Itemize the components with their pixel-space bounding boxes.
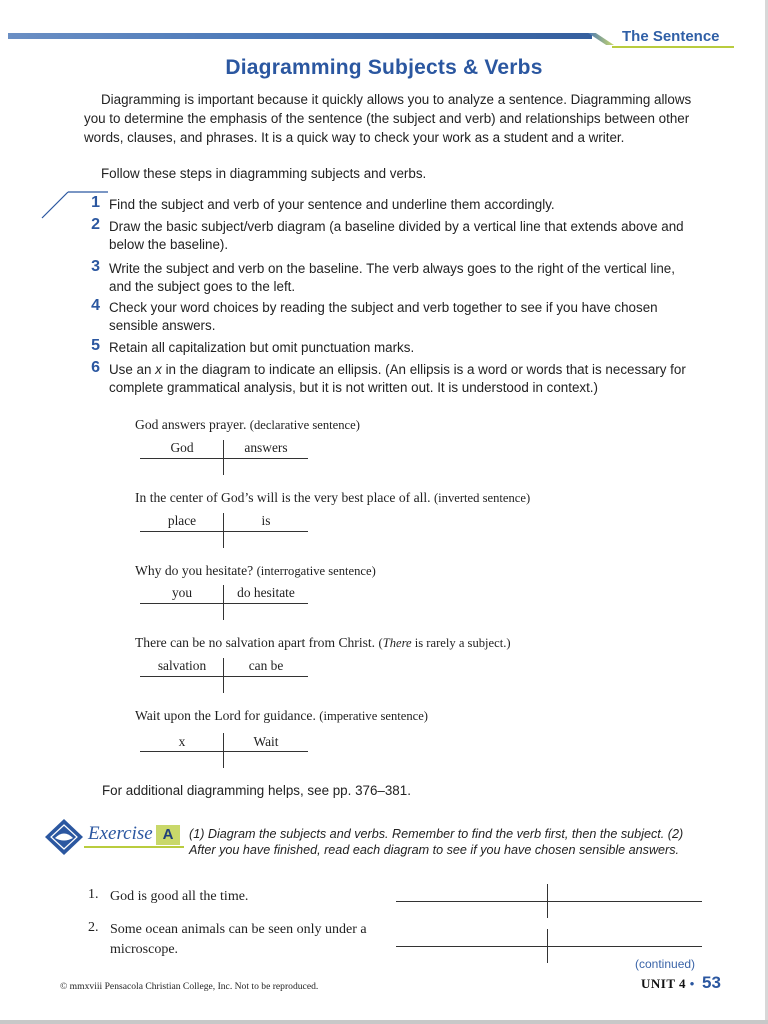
answer-baseline[interactable]	[396, 901, 702, 902]
note-italic: There	[382, 636, 412, 650]
example-sentence-text: There can be no salvation apart from Christ.	[135, 635, 376, 650]
exercise-item-text: God is good all the time.	[110, 889, 249, 904]
follow-steps-text: Follow these steps in diagramming subjects and verbs.	[101, 166, 427, 181]
step-text-part: Use an	[109, 362, 156, 377]
step-text: Retain all capitalization but omit punctuation marks.	[109, 340, 415, 355]
diagram-verb: is	[261, 513, 271, 528]
diagram-subject: place	[167, 513, 197, 528]
diagram-subject: x	[178, 734, 186, 749]
continued-label: (continued)	[635, 957, 696, 971]
diagram-verb: answers	[244, 440, 288, 455]
example-sentence	[135, 563, 376, 579]
step-number: 4	[91, 297, 100, 314]
example-sentence	[135, 635, 511, 651]
step-number: 5	[91, 337, 100, 354]
diagram-divider	[223, 733, 224, 768]
example-sentence	[135, 490, 530, 506]
diagram-baseline	[140, 603, 308, 604]
header-band	[8, 33, 592, 39]
step-text: Write the subject and verb on the baseline. The verb always goes to the right of the vertical line, and the subject goes to the left.	[109, 261, 675, 294]
section-underline	[612, 46, 734, 48]
header-band-accent	[588, 33, 614, 45]
copyright-text: © mmxviii Pensacola Christian College, Inc. Not to be reproduced.	[60, 981, 319, 992]
example-sentence	[135, 708, 428, 724]
exercise-badge-icon	[44, 818, 84, 856]
exercise-instructions: (1) Diagram the subjects and verbs. Remember to find the verb first, then the subject. (2) After you have finished, read each diagram to see if you have chosen sensible answers.	[189, 827, 684, 857]
step-number: 2	[91, 216, 100, 233]
unit-label	[641, 976, 695, 992]
example-sentence-text: God answers prayer.	[135, 417, 247, 432]
page-number: 53	[702, 973, 721, 992]
exercise-item-number: 1.	[88, 887, 99, 902]
diagram-verb: do hesitate	[237, 585, 295, 600]
step-text-part: in the diagram to indicate an ellipsis. (An ellipsis is a word or words that is necessary for complete grammatical analysis, but it is not written out. It is understood in context.)	[109, 362, 686, 395]
diagram-baseline	[140, 751, 308, 752]
example-sentence-text: Why do you hesitate?	[135, 563, 254, 578]
exercise-item-number: 2.	[88, 920, 99, 935]
example-sentence	[135, 417, 360, 433]
section-label: The Sentence	[622, 28, 720, 45]
answer-divider	[547, 929, 548, 963]
answer-divider	[547, 884, 548, 918]
example-note: (imperative sentence)	[319, 709, 429, 723]
step-text: Find the subject and verb of your sentence and underline them accordingly.	[109, 197, 555, 212]
additional-helps-text: For additional diagramming helps, see pp. 376–381.	[102, 783, 411, 798]
diagram-verb: Wait	[253, 734, 279, 749]
diagram-baseline	[140, 458, 308, 459]
diagram-subject: salvation	[157, 658, 207, 673]
step-number: 1	[91, 194, 100, 211]
diagram-divider	[223, 513, 224, 548]
example-note: (declarative sentence)	[249, 418, 360, 432]
step-text: Draw the basic subject/verb diagram (a baseline divided by a vertical line that extends above and below the baseline).	[109, 219, 684, 252]
diagram-divider	[223, 658, 224, 693]
diagram-divider	[223, 440, 224, 475]
step-text	[109, 361, 699, 397]
exercise-word: Exercise	[88, 823, 153, 844]
unit-text: UNIT 4	[641, 976, 687, 991]
page-edge	[0, 1020, 768, 1024]
example-note	[378, 636, 510, 650]
page-title: Diagramming Subjects & Verbs	[225, 56, 543, 79]
note-part: (	[378, 636, 383, 650]
diagram-divider	[223, 585, 224, 620]
ellipsis-symbol: x	[155, 362, 162, 377]
step-number: 6	[91, 359, 100, 376]
step-text: Check your word choices by reading the subject and verb together to see if you have chosen sensible answers.	[109, 300, 658, 333]
diagram-baseline	[140, 531, 308, 532]
diagram-baseline	[140, 676, 308, 677]
exercise-letter: A	[156, 825, 180, 845]
diagram-subject: you	[171, 585, 193, 600]
step-number: 3	[91, 258, 100, 275]
exercise-underline	[84, 846, 184, 848]
answer-baseline[interactable]	[396, 946, 702, 947]
example-sentence-text: Wait upon the Lord for guidance.	[135, 708, 316, 723]
intro-paragraph: Diagramming is important because it quickly allows you to analyze a sentence. Diagramming allows you to determine the emphasis of the sentence (the subject and verb) and relationships between other words, clauses, and phrases. It is a quick way to check your work as a student and a writer.	[84, 92, 692, 145]
example-note: (interrogative sentence)	[256, 564, 376, 578]
note-part: is rarely a subject.)	[411, 636, 511, 650]
exercise-item-text: Some ocean animals can be seen only under a microscope.	[110, 922, 367, 957]
example-sentence-text: In the center of God’s will is the very best place of all.	[135, 490, 431, 505]
unit-bullet: •	[689, 976, 695, 991]
example-note: (inverted sentence)	[433, 491, 531, 505]
diagram-verb: can be	[248, 658, 284, 673]
diagram-subject: God	[170, 440, 194, 455]
